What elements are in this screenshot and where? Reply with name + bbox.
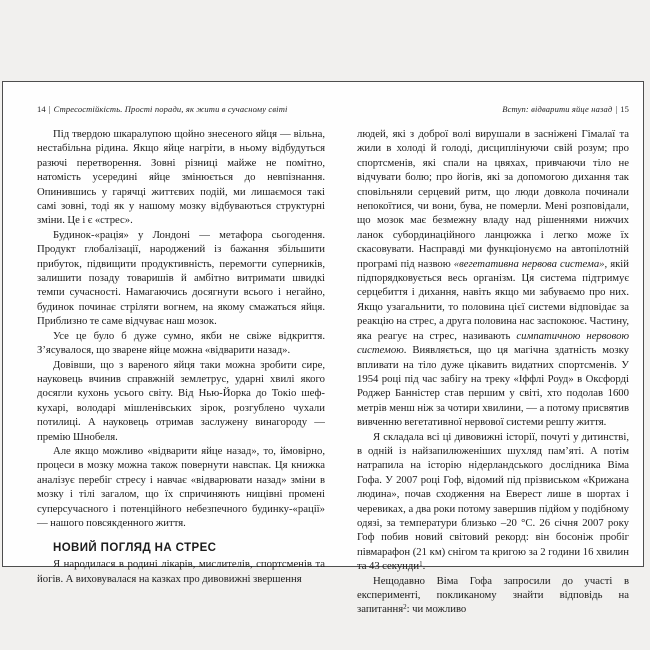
paragraph xyxy=(357,430,629,574)
paragraph xyxy=(357,127,629,430)
italic-term: «вегетативна нервова система» xyxy=(453,257,605,270)
page-left-body xyxy=(37,127,325,586)
page-left xyxy=(37,104,325,586)
page-right xyxy=(357,104,629,617)
page-number-left: 14 xyxy=(37,104,46,114)
text-run: : чи можливо xyxy=(406,603,467,616)
paragraph xyxy=(37,557,325,586)
text-run: Нещодавно Віма Гофа запросили до участі в експерименті, покликаному знайти відповідь на запитання xyxy=(357,574,629,616)
text-run: Але якщо можливо «відварити яйце назад», то, ймовірно, процеси в мозку можна також повернути навспак. Ця книжка аналізує перебіг стресу і навчає «відварювати назад» зміни в мозку і тілі загалом, що їх спричиняють нищівні промені суперсучасного і потенційного небезпечного будинку-«рації» — нашого повсякденного життя. xyxy=(37,444,325,529)
running-head-right xyxy=(357,104,629,114)
book-spread xyxy=(2,81,644,616)
paragraph xyxy=(37,228,325,329)
paragraph xyxy=(37,329,325,358)
page-right-body xyxy=(357,127,629,617)
running-head-separator: | xyxy=(48,104,51,114)
running-head-left xyxy=(37,104,325,114)
section-heading xyxy=(53,542,325,554)
running-head-book-title: Стресостійкість. Прості поради, як жити в сучасному світі xyxy=(53,104,288,114)
text-run: Будинок-«рація» у Лондоні — метафора сьогодення. Продукт глобалізації, народжений із бажання збільшити прибуток, підвищити продуктивність, перемогти суперників, залишити позаду товаришів й амбітно витримати швидкі темпи сучасності. Намагаючись досягнути всього і негайно, будинок починає стріляти вогнем, на якому смажаться яйця. Приблизно те саме відчуває наш мозок. xyxy=(37,228,325,328)
text-run: людей, які з доброї волі вирушали в засніжені Гімалаї та жили в холоді й голоді, дисциплінуючи свій розум; про спортсменів, які спали на цвяхах, привчаючи тіло не відчувати болю; про йогів, які за допомогою дихання так сповільняли серцевий ритм, що люди довкола починали непокоїтися, чи вони, бува, не померли. Мені розповідали, що мозок має безмежну владу над рішеннями нижчих ланок субординаційного ланцюжка і легко може їх скасовувати. Насправді ми функціонуємо на автопілотній програмі під назвою xyxy=(357,128,629,270)
text-run: Я народилася в родині лікарів, мислителів, спортсменів та йогів. А виховувалася на казках про дивовижні звершення xyxy=(37,558,325,585)
text-run: Під твердою шкаралупою щойно знесеного яйця — вільна, нестабільна рідина. Якщо яйце нагріти, в ньому відбудуться разючі перетворення. Зовні різниці майже не помітно, натомість усередині яйце змінюється до невпізнання. Опинившись у гарячці життєвих подій, ми лишаємося такі самі зовні, тоді як у нашому мозку відбуваються структурні зміни. Це і є «стрес». xyxy=(37,128,325,227)
page-number-right: 15 xyxy=(620,104,629,114)
text-run: Усе це було б дуже сумно, якби не свіже відкриття. З’ясувалося, що зварене яйце можна «відварити назад». xyxy=(37,329,325,357)
paragraph xyxy=(37,127,325,228)
text-run: НОВИЙ ПОГЛЯД НА СТРЕС xyxy=(53,542,217,555)
text-run: Довівши, що з вареного яйця таки можна зробити сире, науковець вчинив справжній землетрус, ударні хвилі якого досягли кухонь усього світу. Від Нью-Йорка до Токіо шеф-кухарі, володарі мішленівських зірок, розгублено чухали потилиці. А науковець отримав заслужену винагороду — премію Шнобеля. xyxy=(37,358,325,443)
footnote-marker: 2 xyxy=(403,602,407,611)
text-run: , якій підпорядковується весь організм. Ця система підтримує серцебиття і дихання, навіть якщо ми забуваємо про них. Якщо узагальнити, то половина цієї системи відповідає за реакцію на стрес, а друга половина нас заспокоює. Частину, яка реагує на стрес, називають xyxy=(357,257,629,342)
paragraph xyxy=(357,574,629,617)
footnote-marker: 1 xyxy=(419,559,423,568)
paragraph xyxy=(37,358,325,444)
italic-term: симпатичною нервовою системою xyxy=(357,329,629,357)
text-run: . Виявляється, що ця магічна здатність мозку впливати на тіло дуже цікавить видатних спортсменів. У 1954 році під час забігу на треку «Іффлі Роуд» в Оксфорді Роджер Банністер став першим у світі, хто подолав 1600 метрів менш ніж за чотири хвилини, — а потому присвятив вивченню вегетативної нервової системи решту життя. xyxy=(357,344,629,429)
running-head-chapter-title: Вступ: відварити яйце назад xyxy=(502,104,613,114)
paragraph xyxy=(37,444,325,530)
text-run: . xyxy=(422,560,426,573)
text-run: Я складала всі ці дивовижні історії, почуті у дитинстві, в одній із найзапилюженіших шухляд пам’яті. А потім натрапила на історію нідерландського дослідника Віма Гофа. У 2007 році Гоф, відомий під прізвиськом «Крижана людина», почав сходження на Еверест лише в шортах і черевиках, а два роки потому завершив підйом у подібному одязі, за температури близько –20 °C. 26 січня 2007 року Гоф побив новий світовий рекорд: він босоніж пробіг півмарафон (21 км) снігом та кригою за 2 години 16 хвилин та 43 секунди xyxy=(357,430,629,573)
running-head-separator: | xyxy=(615,104,618,114)
